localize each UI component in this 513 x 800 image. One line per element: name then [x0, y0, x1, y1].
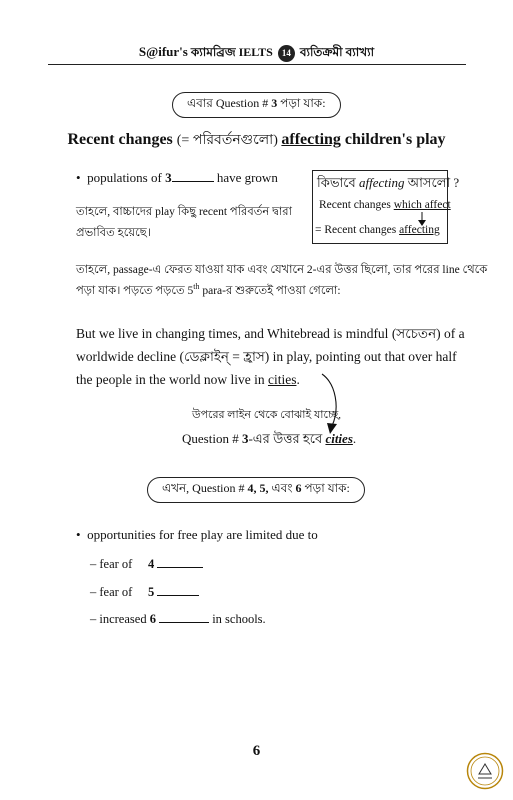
answer-blank — [172, 170, 214, 182]
answer-line — [182, 430, 356, 451]
heading-part2: children's play — [340, 131, 446, 148]
question-number: 6 — [295, 481, 302, 495]
list-text: fear of — [99, 557, 133, 571]
answer-blank — [157, 584, 199, 596]
list-text: fear of — [99, 585, 133, 599]
passage-line: But we live in changing times, and Whitebread is mindful (সচেতন) of a — [76, 326, 465, 341]
instruction-text-end: পড়া যাক: — [301, 481, 350, 495]
explanation-line: প্রভাবিত হয়েছে। — [76, 227, 151, 239]
instruction-text: এখন, Question # — [162, 481, 248, 495]
header-subtitle: ব্যতিক্রমী ব্যাখ্যা — [299, 45, 375, 59]
bullet-text: populations of — [87, 170, 166, 185]
list-item — [90, 584, 199, 600]
explanation-line: তাহলে, বাচ্চাদের play কিছু recent পরিবর্তন দ্বারা — [76, 206, 292, 218]
box-text: = Recent changes — [315, 224, 400, 236]
curved-arrow-icon — [318, 372, 348, 438]
section-heading — [0, 128, 513, 152]
box-bn: কিভাবে — [317, 175, 359, 190]
box-line — [315, 224, 440, 236]
passage-line — [76, 368, 476, 391]
question-number: 3 — [271, 96, 278, 110]
header-title: ক্যামব্রিজ IELTS — [190, 45, 273, 59]
book-number-badge: 14 — [278, 45, 295, 62]
publisher-logo-icon — [466, 752, 504, 790]
question-number: 5 — [147, 585, 155, 599]
heading-part1: Recent changes — [67, 131, 177, 148]
passage-quote — [76, 322, 476, 391]
list-item — [90, 611, 266, 627]
list-item — [90, 556, 203, 572]
instruction-pill-q3 — [172, 92, 341, 118]
header-brand: S@ifur's — [138, 44, 188, 59]
instruction-text-end: পড়া যাক: — [277, 96, 326, 110]
bullet-populations — [76, 170, 278, 186]
explanation-text: পড়া যাক। পড়তে পড়তে 5 — [76, 285, 194, 297]
heading-keyword: affecting — [281, 131, 341, 148]
instruction-text: এবার Question # — [187, 96, 272, 110]
box-question — [317, 174, 459, 195]
question-number: 4 — [147, 557, 155, 571]
page-header — [0, 44, 513, 64]
bullet-mark: • — [76, 527, 81, 542]
page-number: 6 — [252, 743, 261, 759]
explanation-line — [76, 282, 341, 301]
question-numbers: 4, 5, — [247, 481, 269, 495]
answer-blank — [159, 611, 209, 623]
box-bn-end: আসলো ? — [404, 175, 460, 190]
list-text-end: in schools. — [212, 612, 266, 626]
heading-paren: (= পরিবর্তনগুলো) — [176, 133, 282, 148]
list-text: increased — [99, 612, 147, 626]
question-number: 3 — [241, 431, 249, 446]
answer-text-mid: -এর উত্তর হবে — [248, 431, 326, 446]
passage-text: the people in the world now live in — [76, 372, 268, 387]
bullet-text: opportunities for free play are limited due to — [87, 527, 318, 542]
explanation-box — [312, 170, 460, 244]
bullet-text-end: have grown — [213, 170, 278, 185]
question-number: 6 — [149, 612, 156, 626]
explanation-line: তাহলে, passage-এ ফেরত যাওয়া যাক এবং যেখানে 2-এর উত্তর ছিলো, তার পরের line থেকে — [76, 264, 488, 276]
box-keyword: affecting — [358, 175, 405, 190]
question-number: 3 — [165, 170, 172, 185]
passage-punct: . — [296, 372, 300, 387]
box-underlined: which affect — [393, 199, 451, 211]
instruction-text-mid: এবং — [268, 481, 296, 495]
bullet-opportunities — [76, 527, 318, 543]
answer-word: cities — [325, 431, 353, 446]
bullet-mark: • — [76, 170, 81, 185]
list-dash: – — [90, 612, 97, 626]
callout-text: উপরের লাইন থেকে বোঝাই যাচ্ছে, — [192, 409, 342, 421]
answer-text: Question # — [182, 431, 242, 446]
superscript: th — [193, 282, 200, 292]
passage-line: worldwide decline (ডেক্লাইন্ = হ্রাস) in play, pointing out that over half — [76, 349, 457, 364]
answer-punct: . — [352, 431, 357, 446]
list-dash: – — [90, 585, 97, 599]
list-dash: – — [90, 557, 97, 571]
box-underlined: affecting — [399, 224, 440, 236]
box-text: Recent changes — [319, 199, 394, 211]
answer-word: cities — [267, 372, 297, 387]
header-divider — [48, 64, 466, 65]
box-line — [319, 199, 451, 211]
explanation-text-end: para-র শুরুতেই পাওয়া গেলো: — [199, 285, 341, 297]
instruction-pill-q4-6 — [147, 477, 365, 503]
answer-blank — [157, 556, 203, 568]
